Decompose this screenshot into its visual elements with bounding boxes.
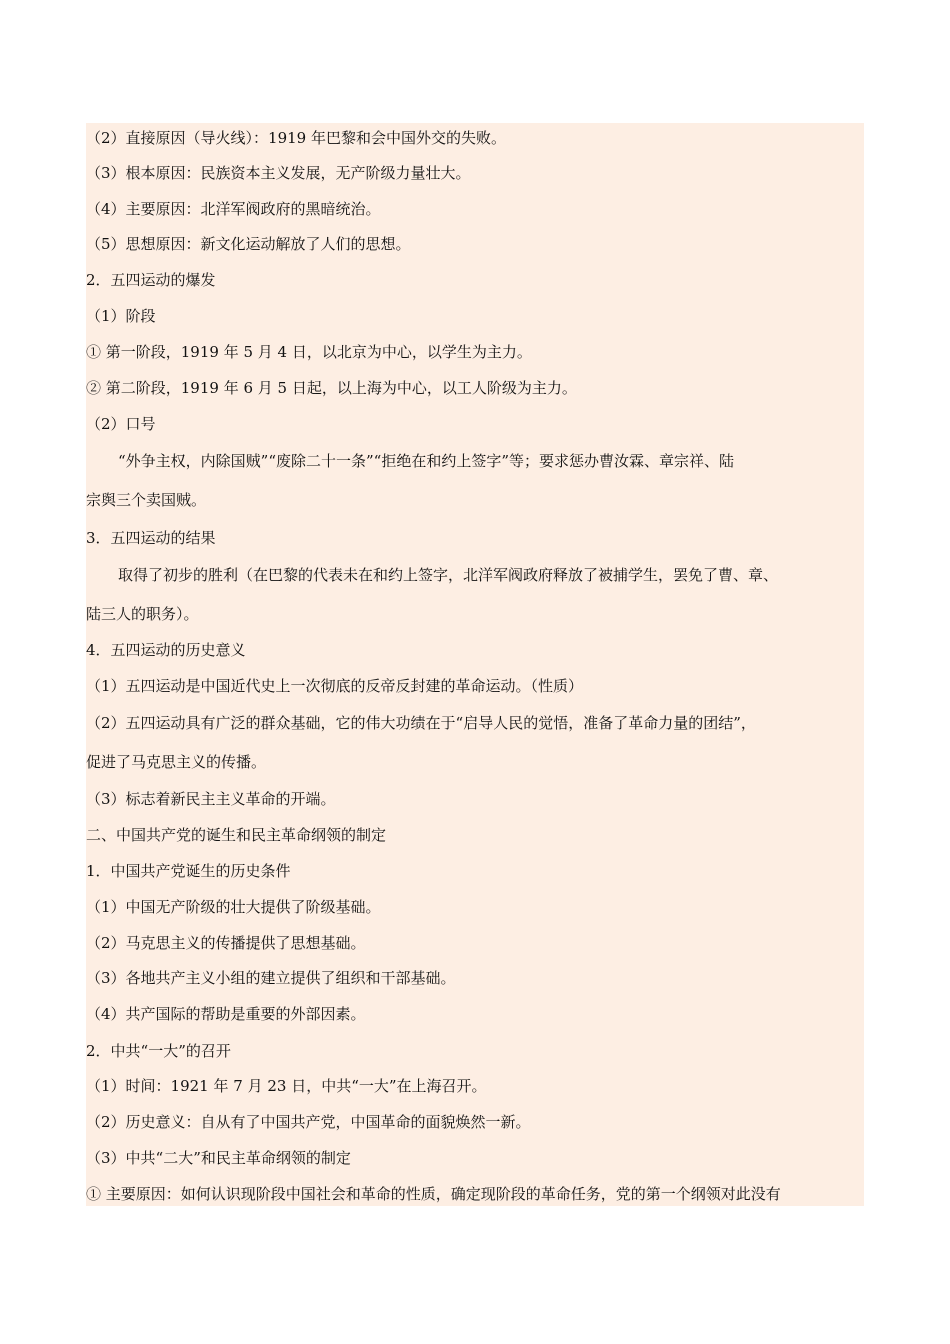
text-line: （1）时间：1921 年 7 月 23 日，中共“一大”在上海召开。 bbox=[86, 1077, 487, 1095]
text-line: （2）历史意义：自从有了中国共产党，中国革命的面貌焕然一新。 bbox=[86, 1113, 531, 1131]
text-line: （3）中共“二大”和民主革命纲领的制定 bbox=[86, 1149, 351, 1167]
paragraph-line: （2）五四运动具有广泛的群众基础，它的伟大功绩在于“启导人民的觉悟，准备了革命力量的团结”， bbox=[86, 714, 756, 732]
section-heading: 2．五四运动的爆发 bbox=[86, 271, 216, 289]
text-line: （3）根本原因：民族资本主义发展，无产阶级力量壮大。 bbox=[86, 164, 471, 182]
paragraph-line: 陆三人的职务）。 bbox=[86, 605, 199, 623]
section-heading: 1．中国共产党诞生的历史条件 bbox=[86, 862, 291, 880]
text-line: （4）主要原因：北洋军阀政府的黑暗统治。 bbox=[86, 200, 381, 218]
section-heading: 3．五四运动的结果 bbox=[86, 529, 216, 547]
text-line: （5）思想原因：新文化运动解放了人们的思想。 bbox=[86, 235, 411, 253]
text-line: （2）直接原因（导火线）：1919 年巴黎和会中国外交的失败。 bbox=[86, 129, 506, 147]
paragraph-line: “外争主权，内除国贼”“废除二十一条”“拒绝在和约上签字”等；要求惩办曹汝霖、章宗祥、陆 bbox=[118, 452, 735, 470]
paragraph-line: 宗舆三个卖国贼。 bbox=[86, 491, 207, 509]
section-heading: 2．中共“一大”的召开 bbox=[86, 1042, 231, 1060]
text-line: （3）各地共产主义小组的建立提供了组织和干部基础。 bbox=[86, 969, 456, 987]
text-line: （2）马克思主义的传播提供了思想基础。 bbox=[86, 934, 366, 952]
text-line: ① 主要原因：如何认识现阶段中国社会和革命的性质，确定现阶段的革命任务，党的第一个纲领对此没有 bbox=[86, 1185, 781, 1203]
text-line: （1）五四运动是中国近代史上一次彻底的反帝反封建的革命运动。（性质） bbox=[86, 677, 584, 695]
text-line: （1）阶段 bbox=[86, 307, 156, 325]
text-line: ① 第一阶段，1919 年 5 月 4 日，以北京为中心，以学生为主力。 bbox=[86, 343, 532, 361]
text-line: （3）标志着新民主主义革命的开端。 bbox=[86, 790, 336, 808]
paragraph-line: 促进了马克思主义的传播。 bbox=[86, 753, 267, 771]
text-line: （1）中国无产阶级的壮大提供了阶级基础。 bbox=[86, 898, 381, 916]
text-line: （2）口号 bbox=[86, 415, 156, 433]
chapter-heading: 二、中国共产党的诞生和民主革命纲领的制定 bbox=[86, 826, 387, 844]
paragraph-line: 取得了初步的胜利（在巴黎的代表未在和约上签字，北洋军阀政府释放了被捕学生，罢免了曹、章、 bbox=[118, 566, 779, 584]
text-line: ② 第二阶段，1919 年 6 月 5 日起，以上海为中心，以工人阶级为主力。 bbox=[86, 379, 577, 397]
text-line: （4）共产国际的帮助是重要的外部因素。 bbox=[86, 1005, 366, 1023]
section-heading: 4．五四运动的历史意义 bbox=[86, 641, 246, 659]
